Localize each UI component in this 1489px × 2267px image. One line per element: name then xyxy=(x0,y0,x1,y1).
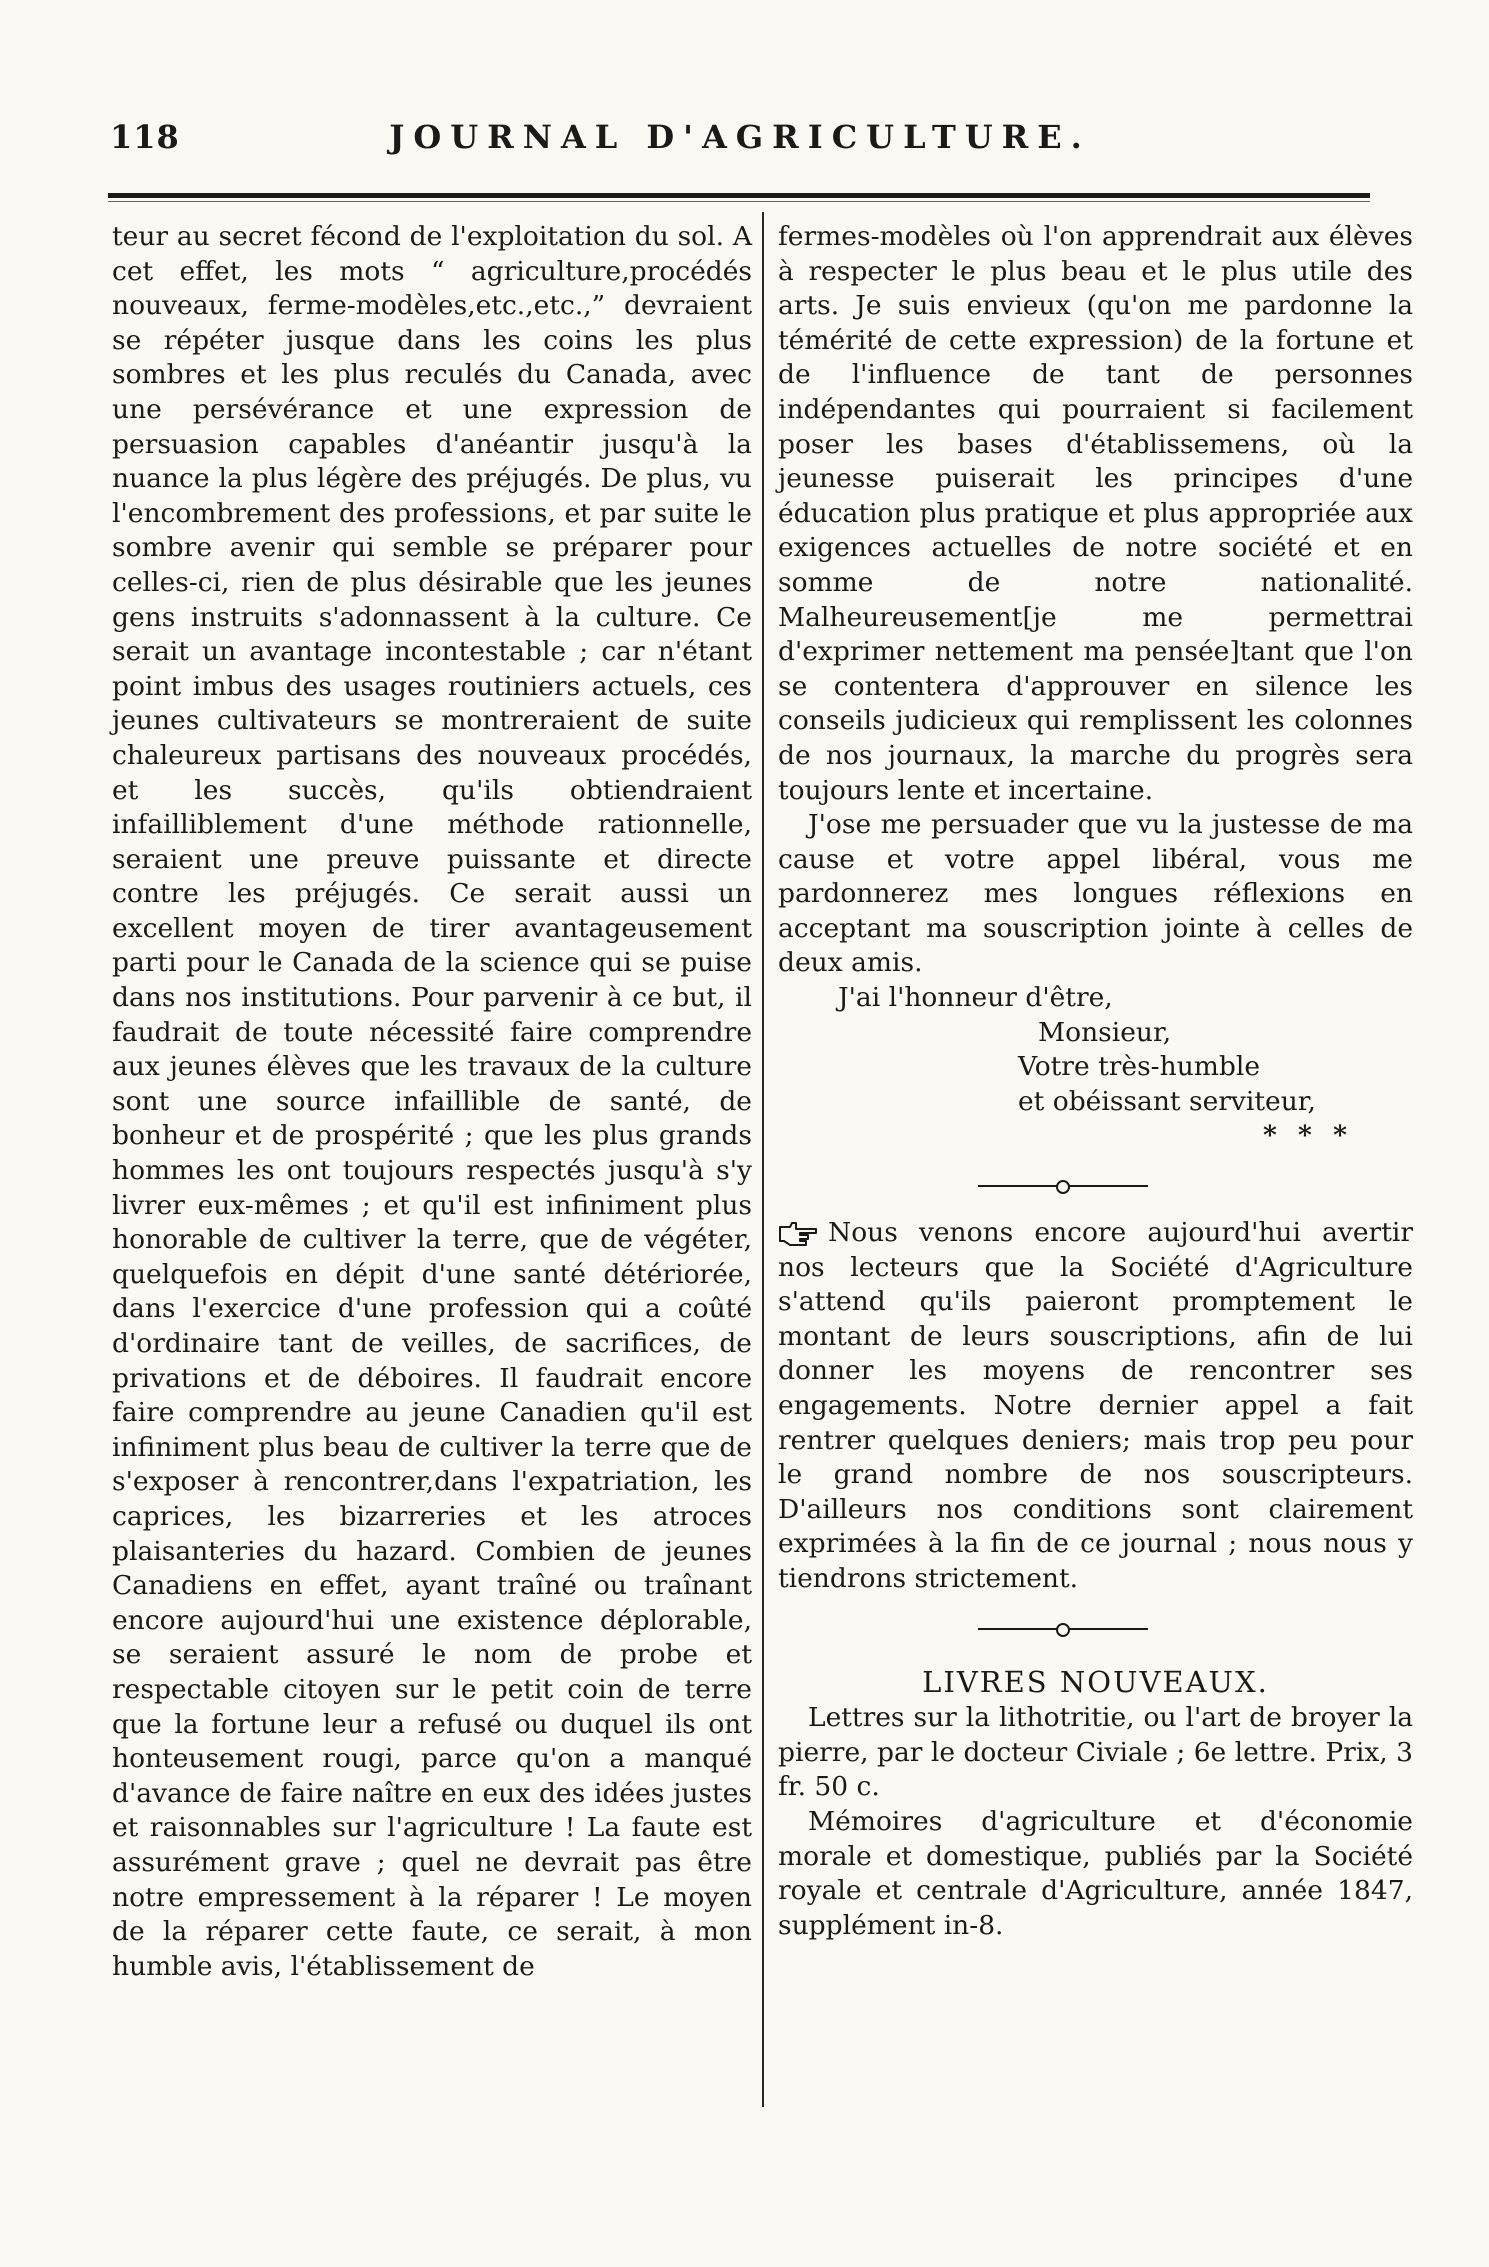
closing-line-3: Votre très-humble xyxy=(1018,1051,1261,1083)
closing-line-4: et obéissant serviteur, xyxy=(1018,1085,1316,1117)
pointing-hand-icon xyxy=(778,1221,818,1247)
column-divider xyxy=(762,212,764,2107)
subscription-notice xyxy=(778,1216,1413,1597)
running-title: JOURNAL D'AGRICULTURE. xyxy=(389,118,1091,156)
header-rule xyxy=(108,193,1370,198)
letter-closing xyxy=(778,981,1413,1154)
signature-asterisks: * * * xyxy=(1262,1120,1353,1152)
letter-paragraph-1: fermes-modèles où l'on apprendrait aux élèves à respecter le plus beau et le plus utile des arts. Je suis envieux (qu'on me pardonne la témérité de cette expression) de la fortune et de l'influence de tant de personnes indépendantes qui pourraient si facilement poser les bases d'établissemens, où la jeunesse puiserait les principes d'une éducation plus pratique et plus appropriée aux exigences actuelles de notre société et en somme de notre nationalité. Malheureusement[je me permettrai d'exprimer nettement ma pensée]tant que l'on se contentera d'approuver en silence les conseils judicieux qui remplissent les colonnes de nos journaux, la marche du progrès sera toujours lente et incertaine. xyxy=(778,221,1413,806)
closing-line-2: Monsieur, xyxy=(1038,1016,1172,1048)
closing-line-1: J'ai l'honneur d'être, xyxy=(838,982,1113,1014)
book-entry-2: Mémoires d'agriculture et d'économie morale et domestique, publiés par la Société royale et centrale d'Agriculture, année 1847, supplément in-8. xyxy=(778,1805,1413,1941)
subscription-notice-text: Nous venons encore aujourd'hui avertir nos lecteurs que la Société d'Agriculture s'attend qu'ils paieront promptement le montant de leurs souscriptions, afin de lui donner les moyens de rencontrer ses engagements. Notre dernier appel a fait rentrer quelques deniers; mais trop peu pour le grand nombre de nos souscripteurs. D'ailleurs nos conditions sont clairement exprimées à la fin de ce journal ; nous nous y tiendrons strictement. xyxy=(778,1217,1413,1594)
left-column-text: teur au secret fécond de l'exploitation du sol. A cet effet, les mots “ agriculture,procédés nouveaux, ferme-modèles,etc.,etc.,” devraient se répéter jusque dans les coins les plus sombres et les plus reculés du Canada, avec une persévérance et une expression de persuasion capables d'anéantir jusqu'à la nuance la plus légère des préjugés. De plus, vu l'encombrement des professions, et par suite le sombre avenir qui semble se préparer pour celles-ci, rien de plus désirable que les jeunes gens instruits s'adonnassent à la culture. Ce serait un avantage incontestable ; car n'étant point imbus des usages routiniers actuels, ces jeunes cultivateurs se montreraient de suite chaleureux partisans des nouveaux procédés, et les succès, qu'ils obtiendraient infailliblement d'une méthode rationnelle, seraient une preuve puissante et directe contre les préjugés. Ce serait aussi un excellent moyen de tirer avantageusement parti pour le Canada de la science qui se puise dans nos institutions. Pour parvenir à ce but, il faudrait de toute nécessité faire comprendre aux jeunes élèves que les travaux de la culture sont une source infaillible de santé, de bonheur et de prospérité ; que les plus grands hommes les ont toujours respectés jusqu'à s'y livrer eux-mêmes ; et qu'il est infiniment plus honorable de cultiver la terre, que de végéter, quelquefois en dépit d'une santé détériorée, dans l'exercice d'une profession qui a coûté d'ordinaire tant de veilles, de sacrifices, de privations et de déboires. Il faudrait encore faire comprendre au jeune Canadien qu'il est infiniment plus beau de cultiver la terre que de s'exposer à rencontrer,dans l'expatriation, les caprices, les bizarreries et les atroces plaisanteries du hazard. Combien de jeunes Canadiens en effet, ayant traîné ou traînant encore aujourd'hui une existence déplorable, se seraient assuré le nom de probe et respectable citoyen sur le petit coin de terre que la fortune leur a refusé ou duquel ils ont honteusement rougi, parce qu'on a manqué d'avance de faire naître en eux des idées justes et raisonnables sur l'agriculture ! La faute est assurément grave ; quel ne devrait pas être notre empressement à la réparer ! Le moyen de la réparer cette faute, ce serait, à mon humble avis, l'établissement de xyxy=(112,221,752,1982)
section-divider-ornament xyxy=(778,1154,1413,1216)
page-number: 118 xyxy=(110,118,180,156)
left-column xyxy=(112,220,752,1984)
section-divider-ornament-2 xyxy=(778,1597,1413,1659)
section-title-livres-nouveaux: LIVRES NOUVEAUX. xyxy=(922,1664,1269,1699)
book-entry-1: Lettres sur la lithotritie, ou l'art de broyer la pierre, par le docteur Civiale ; 6e lettre. Prix, 3 fr. 50 c. xyxy=(778,1702,1413,1803)
page-header xyxy=(110,118,1370,158)
right-column xyxy=(778,220,1413,1943)
letter-paragraph-2: J'ose me persuader que vu la justesse de ma cause et votre appel libéral, vous me pardonnerez mes longues réflexions en acceptant ma souscription jointe à celles de deux amis. xyxy=(778,809,1413,979)
